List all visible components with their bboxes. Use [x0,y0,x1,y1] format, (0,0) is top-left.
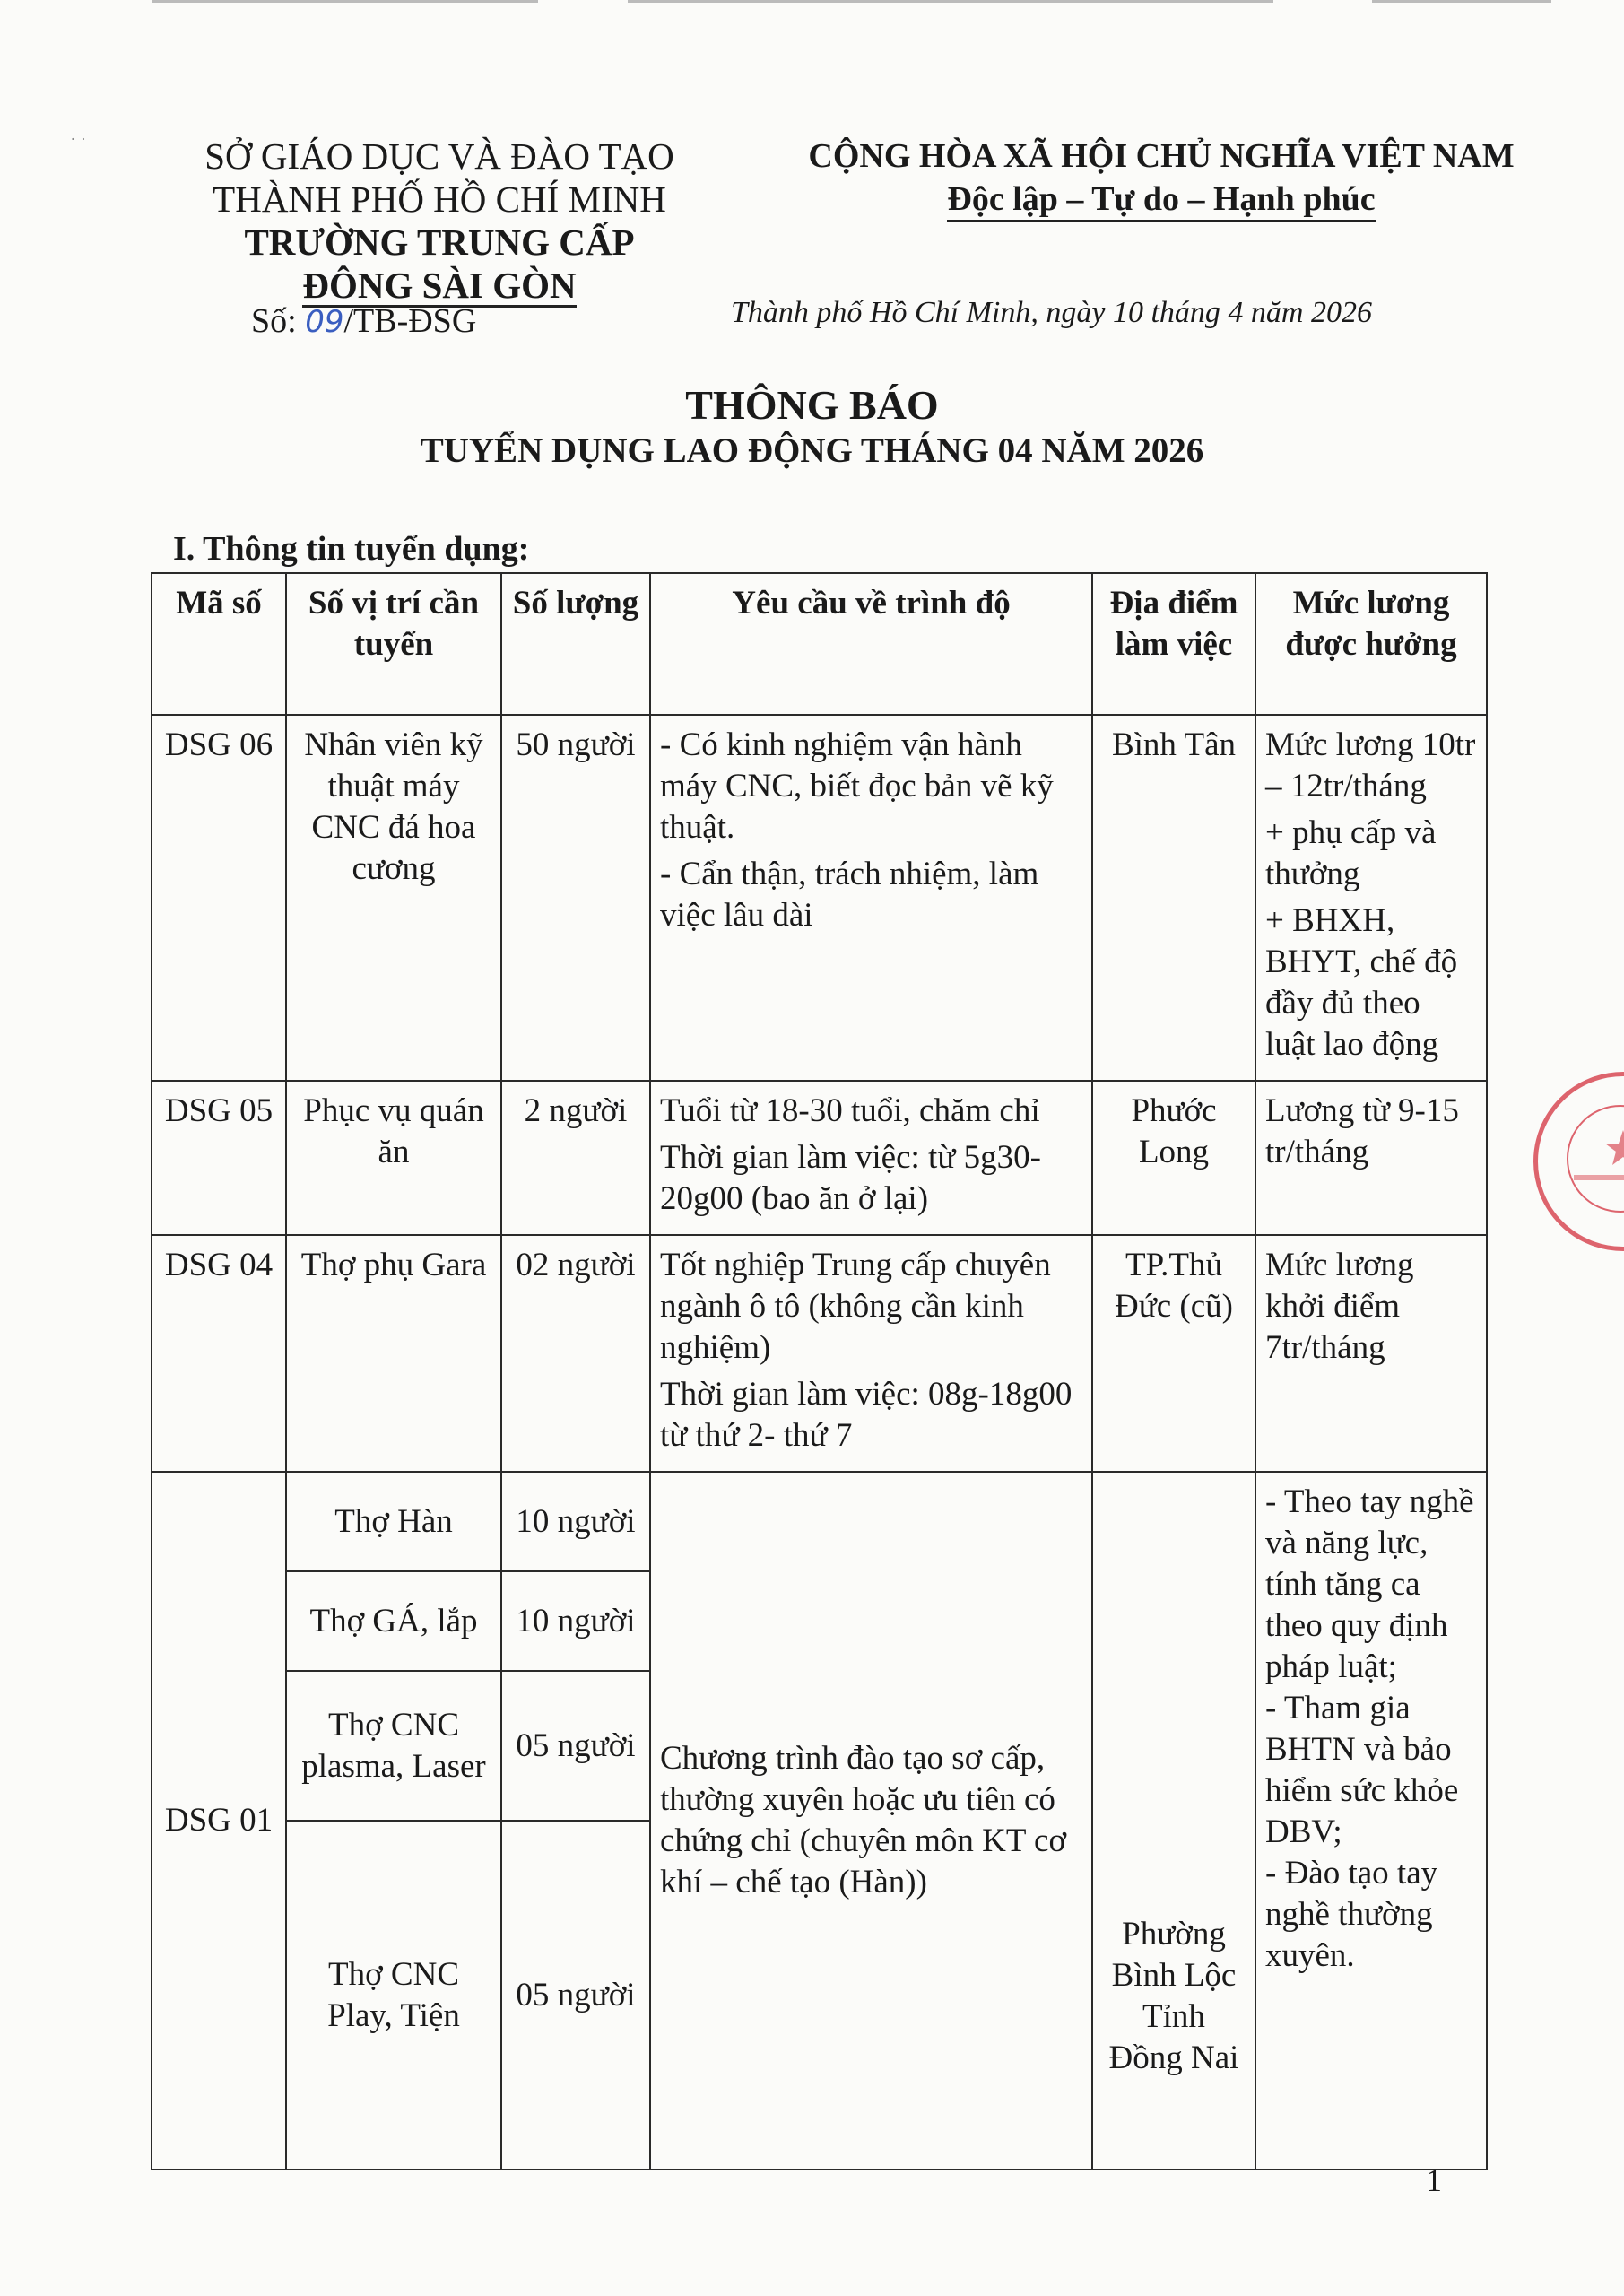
scan-edge-line [628,0,1273,3]
cell-position: Thợ CNC Play, Tiện [286,1821,501,2170]
page-number: 1 [1426,2162,1442,2198]
motto: Độc lập – Tự do – Hạnh phúc [947,178,1375,222]
cell-position: Thợ CNC plasma, Laser [286,1671,501,1821]
department-name: SỞ GIÁO DỤC VÀ ĐÀO TẠO [204,135,674,177]
header-position: Số vị trí cần tuyển [286,573,501,715]
cell-code: DSG 01 [152,1472,286,2170]
cell-salary: Mức lương khởi điểm 7tr/tháng [1255,1235,1487,1472]
official-seal-stamp [1533,1072,1624,1251]
section-heading: I. Thông tin tuyển dụng: [173,530,530,568]
scan-speck: ˙ ˙ [70,135,87,154]
seal-marks [1538,1076,1624,1247]
document-number: Số: 09/TB-ĐSG [251,302,477,340]
cell-location: Phường Bình Lộc Tỉnh Đồng Nai [1092,1472,1255,2170]
cell-location: Phước Long [1092,1081,1255,1235]
cell-quantity: 50 người [501,715,650,1081]
cell-quantity: 10 người [501,1571,650,1671]
cell-requirements: Tốt nghiệp Trung cấp chuyên ngành ô tô (không cần kinh nghiệm) Thời gian làm việc: 08g-18g00 từ thứ 2- thứ 7 [650,1235,1092,1472]
cell-quantity: 02 người [501,1235,650,1472]
school-name-line2: ĐÔNG SÀI GÒN [302,265,577,306]
header-quantity: Số lượng [501,573,650,715]
cell-position: Thợ phụ Gara [286,1235,501,1472]
cell-quantity: 05 người [501,1821,650,2170]
cell-code: DSG 05 [152,1081,286,1235]
cell-code: DSG 06 [152,715,286,1081]
table-row [152,715,1487,1081]
document-title: THÔNG BÁO [685,382,939,428]
cell-position: Thợ GÁ, lắp [286,1571,501,1671]
cell-requirements: Chương trình đào tạo sơ cấp, thường xuyên hoặc ưu tiên có chứng chỉ (chuyên môn KT cơ khí – chế tạo (Hàn)) [650,1472,1092,2170]
cell-salary: - Theo tay nghề và năng lực, tính tăng ca theo quy định pháp luật; - Tham gia BHTN và bảo hiểm sức khỏe DBV; - Đào tạo tay nghề thường xuyên. [1255,1472,1487,2170]
table-row [152,1235,1487,1472]
scan-edge-line [1372,0,1551,3]
header-requirements: Yêu cầu về trình độ [650,573,1092,715]
national-motto [717,135,1605,222]
cell-code: DSG 04 [152,1235,286,1472]
cell-requirements: Tuổi từ 18-30 tuổi, chăm chỉ Thời gian làm việc: từ 5g30-20g00 (bao ăn ở lại) [650,1081,1092,1235]
cell-position: Nhân viên kỹ thuật máy CNC đá hoa cương [286,715,501,1081]
cell-salary: Lương từ 9-15 tr/tháng [1255,1081,1487,1235]
header-code: Mã số [152,573,286,715]
cell-quantity: 05 người [501,1671,650,1821]
cell-position: Thợ Hàn [286,1472,501,1571]
cell-quantity: 2 người [501,1081,650,1235]
table-row [152,1081,1487,1235]
scan-edge-line [152,0,538,3]
cell-location: Bình Tân [1092,715,1255,1081]
cell-location: TP.Thủ Đức (cũ) [1092,1235,1255,1472]
header-salary: Mức lương được hưởng [1255,573,1487,715]
issue-date: Thành phố Hồ Chí Minh, ngày 10 tháng 4 năm 2026 [731,296,1372,329]
cell-quantity: 10 người [501,1472,650,1571]
handwritten-number: 09 [305,304,344,340]
recruitment-table [151,572,1488,2170]
document-subtitle: TUYỂN DỤNG LAO ĐỘNG THÁNG 04 NĂM 2026 [420,431,1204,470]
header-location: Địa điểm làm việc [1092,573,1255,715]
cell-position: Phục vụ quán ăn [286,1081,501,1235]
table-header-row [152,573,1487,715]
cell-requirements: - Có kinh nghiệm vận hành máy CNC, biết đọc bản vẽ kỹ thuật. - Cẩn thận, trách nhiệm, làm việc lâu dài [650,715,1092,1081]
table-row [152,1472,1487,1571]
country-name: CỘNG HÒA XÃ HỘI CHỦ NGHĨA VIỆT NAM [808,137,1515,175]
school-name-line1: TRƯỜNG TRUNG CẤP [244,222,635,263]
city-name: THÀNH PHỐ HỒ CHÍ MINH [213,178,666,220]
issuing-organization [179,135,699,308]
cell-salary: Mức lương 10tr – 12tr/tháng + phụ cấp và thưởng + BHXH, BHYT, chế độ đầy đủ theo luật lao động [1255,715,1487,1081]
